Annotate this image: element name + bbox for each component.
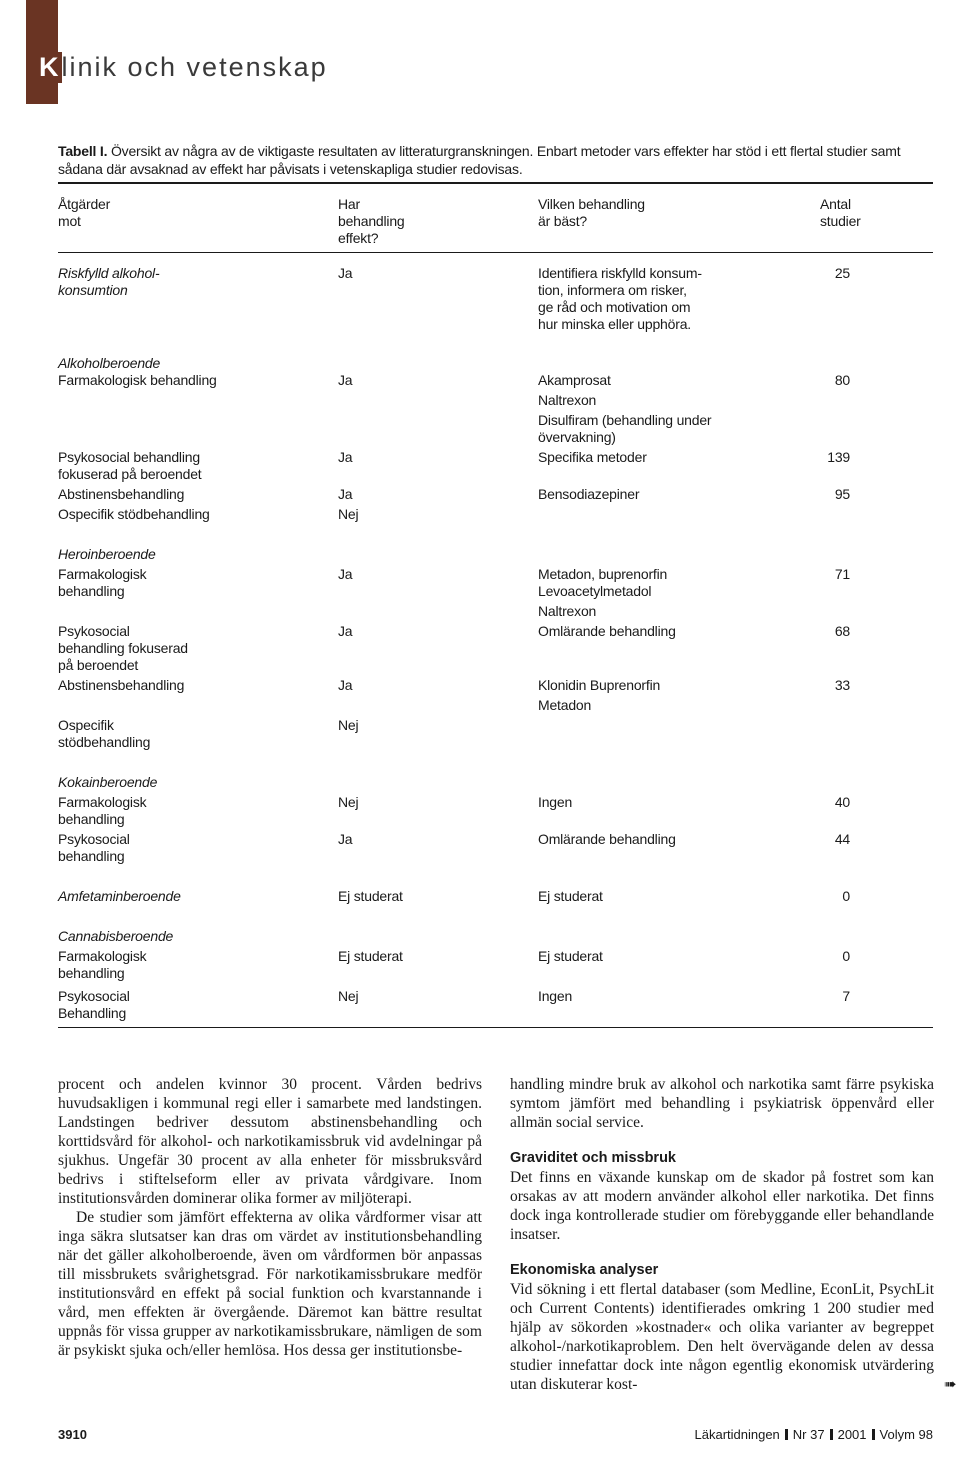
table-cell: Farmakologisk behandling: [58, 372, 217, 388]
table-group-heading: Kokainberoende: [58, 774, 158, 790]
column-header-best-treatment: Vilken behandling är bäst?: [538, 196, 645, 229]
table-cell: Identifiera riskfylld konsum- tion, informera om risker, ge råd och motivation om hur minska eller upphöra.: [538, 265, 702, 332]
table-group-heading: Cannabisberoende: [58, 928, 174, 944]
column-header-effect: Har behandling effekt?: [338, 196, 405, 246]
journal-volume: Volym 98: [879, 1427, 933, 1442]
table-cell: Ja: [338, 831, 353, 847]
arrow-right-icon: ➠: [944, 1376, 957, 1393]
table-cell: Disulfiram (behandling under övervakning): [538, 412, 712, 445]
table-cell: 80: [834, 372, 850, 388]
table-cell: Ospecifik stödbehandling: [58, 717, 151, 750]
table-cell: 68: [834, 623, 850, 639]
table-cell: Psykosocial behandling: [58, 831, 130, 864]
separator-bar: [830, 1429, 833, 1440]
table-cell: Nej: [338, 794, 359, 810]
table-header-rule: [58, 252, 933, 253]
section-title: [38, 52, 328, 83]
table-cell: Omlärande behandling: [538, 623, 676, 639]
table-cell: Abstinensbehandling: [58, 677, 185, 693]
journal-year: 2001: [837, 1427, 867, 1442]
subheading-economic: Ekonomiska analyser: [510, 1262, 659, 1278]
table-cell: 25: [834, 265, 850, 281]
table-group-heading: Heroinberoende: [58, 546, 156, 562]
body-column-left: [58, 1075, 482, 1360]
table-cell: Riskfylld alkohol- konsumtion: [58, 265, 160, 298]
table-cell: Bensodiazepiner: [538, 486, 640, 502]
table-cell: 44: [834, 831, 850, 847]
table-cell: Ja: [338, 372, 353, 388]
journal-name: Läkartidningen: [694, 1427, 780, 1442]
table-cell: Farmakologisk behandling: [58, 566, 147, 599]
table-cell: Ingen: [538, 988, 573, 1004]
table-group-heading: Alkoholberoende: [58, 355, 161, 371]
journal-footer: [695, 1427, 934, 1442]
table-cell: Farmakologisk behandling: [58, 948, 147, 981]
section-title-initial: K: [39, 52, 61, 82]
table-cell: 0: [842, 888, 850, 904]
table-cell: Nej: [338, 506, 359, 522]
table-caption-text: Översikt av några av de viktigaste resultaten av litteraturgranskningen. Enbart metoder vars effekter har stöd i ett flertal studier samt sådana där avsaknad av effekt har påvisats i vetenskapliga studier redovisas.: [58, 143, 901, 177]
table-cell: Ja: [338, 486, 353, 502]
table-cell: Ja: [338, 265, 353, 281]
table-cell: Metadon: [538, 697, 592, 713]
table-cell: Ej studerat: [338, 948, 403, 964]
table-cell: Psykosocial behandling fokuserad på beroendet: [58, 449, 202, 482]
table-cell: Specifika metoder: [538, 449, 647, 465]
table-cell: Farmakologisk behandling: [58, 794, 147, 827]
table-cell: 71: [834, 566, 850, 582]
body-paragraph: Det finns en växande kunskap om de skador på fostret som kan orsakas av att modern använder alkohol eller narkotika. Det finns dock inga kontrollerade studier om förebyggande eller behandlande insatser.: [510, 1169, 934, 1243]
table-cell: 0: [842, 948, 850, 964]
table-cell: 33: [834, 677, 850, 693]
column-header-measures: Åtgärder mot: [58, 196, 111, 229]
body-paragraph: Vid sökning i ett flertal databaser (som Medline, EconLit, PsychLit och Current Contents) identifierades omkring 1 200 studier med hjälp av sökorden »kostnader« och olika varianter av begreppet alkohol-/narkotikaproblem. Den helt övervägande delen av dessa studier innefattar dock inte någon egentlig ekonomisk utvärdering utan diskuterar kost-: [510, 1281, 934, 1393]
body-paragraph: procent och andelen kvinnor 30 procent. Vården bedrivs huvudsakligen i kommunal regi eller i samarbete med landstingen. Landstingen bedriver dessutom abstinensbehandling och korttidsvård för alkohol- och narkotikamissbruk vid avdelningar på sjukhus. Ungefär 30 procent av alla enheter för missbruksvård bedrivs i stiftelseform eller av privata vårdgivare. Inom institutionsvården dominerar olika former av miljöterapi.: [58, 1076, 482, 1207]
table-cell: Ej studerat: [538, 888, 603, 904]
column-header-study-count: Antal studier: [820, 196, 861, 229]
table-cell: Omlärande behandling: [538, 831, 676, 847]
table-cell: Ingen: [538, 794, 573, 810]
table-cell: Klonidin Buprenorfin: [538, 677, 661, 693]
table-cell: Ej studerat: [538, 948, 603, 964]
table-cell: Psykosocial behandling fokuserad på beroendet: [58, 623, 188, 673]
table-cell: 7: [842, 988, 850, 1004]
page-number: 3910: [58, 1427, 87, 1442]
table-cell: Naltrexon: [538, 392, 597, 408]
table-cell: Naltrexon: [538, 603, 597, 619]
table-cell: Psykosocial Behandling: [58, 988, 130, 1021]
table-caption: [58, 143, 938, 178]
table-cell: 139: [827, 449, 850, 465]
table-top-rule: [58, 182, 933, 184]
journal-issue: Nr 37: [792, 1427, 825, 1442]
body-paragraph: handling mindre bruk av alkohol och narkotika samt färre psykiska symtom jämfört med behandling i psykiatrisk öppenvård eller allmän social service.: [510, 1076, 934, 1131]
body-paragraph: De studier som jämfört effekterna av olika vårdformer visar att inga säkra slutsatser kan dras om värdet av institutionsbehandling när det gäller alkoholberoende, även om vårdformen bör anpassas till missbrukets svårighetsgrad. För narkotikamissbrukare medför institutionsvård en effekt på social funktion och kvarstannande i vård, men effekten är övergående. Däremot kan bättre resultat uppnås för vissa grupper av narkotikamissbrukare, nämligen de som är psykiskt sjuka och/eller hemlösa. Hos dessa ger institutionsbe-: [58, 1209, 482, 1359]
table-cell: Abstinensbehandling: [58, 486, 185, 502]
table-cell: Akamprosat: [538, 372, 611, 388]
subheading-pregnancy: Graviditet och missbruk: [510, 1150, 676, 1166]
table-cell: Nej: [338, 717, 359, 733]
table-group-heading: Amfetaminberoende: [58, 888, 181, 904]
table-cell: Ja: [338, 449, 353, 465]
table-cell: 95: [834, 486, 850, 502]
body-column-right: [510, 1075, 934, 1394]
separator-bar: [872, 1429, 875, 1440]
table-bottom-rule: [58, 1027, 933, 1028]
separator-bar: [785, 1429, 788, 1440]
table-cell: Ej studerat: [338, 888, 403, 904]
table-cell: Ja: [338, 623, 353, 639]
table-cell: Ja: [338, 677, 353, 693]
table-cell: Nej: [338, 988, 359, 1004]
section-title-rest: linik och vetenskap: [61, 52, 328, 82]
table-cell: 40: [834, 794, 850, 810]
table-caption-label: Tabell I.: [58, 143, 108, 159]
table-cell: Metadon, buprenorfin Levoacetylmetadol: [538, 566, 668, 599]
table-cell: Ja: [338, 566, 353, 582]
table-cell: Ospecifik stödbehandling: [58, 506, 210, 522]
